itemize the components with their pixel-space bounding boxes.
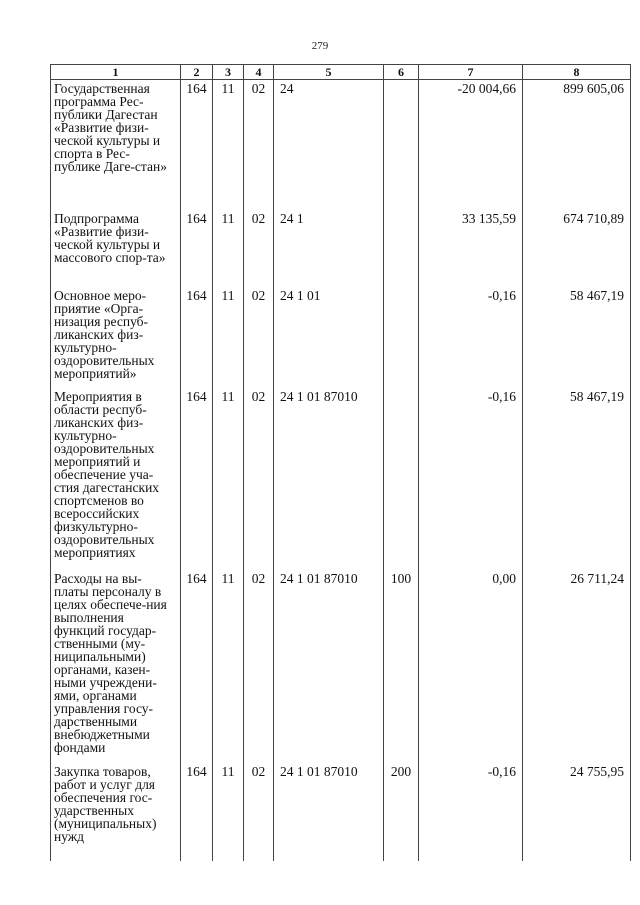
cell-section: 11 xyxy=(213,570,244,763)
cell-section: 11 xyxy=(213,210,244,287)
cell-target-article: 24 xyxy=(274,80,384,210)
cell-expense-type xyxy=(384,388,419,570)
cell-target-article: 24 1 01 87010 xyxy=(274,570,384,763)
cell-change-amount: 33 135,59 xyxy=(419,210,523,287)
cell-section: 11 xyxy=(213,388,244,570)
item-name: Основное меро-приятие «Орга-низация респуб-ликанских физ-культурно-оздоровительных мероприятий» xyxy=(51,287,181,388)
item-name: Закупка товаров, работ и услуг для обеспечения гос-ударственных (муниципальных) нужд xyxy=(51,763,181,861)
cell-expense-type: 100 xyxy=(384,570,419,763)
cell-total-amount: 674 710,89 xyxy=(523,210,631,287)
cell-section: 11 xyxy=(213,80,244,210)
cell-ministry: 164 xyxy=(181,570,213,763)
cell-total-amount: 899 605,06 xyxy=(523,80,631,210)
page-number: 279 xyxy=(311,40,329,52)
cell-expense-type xyxy=(384,80,419,210)
cell-total-amount: 24 755,95 xyxy=(523,763,631,861)
column-header: 6 xyxy=(384,65,419,80)
cell-expense-type: 200 xyxy=(384,763,419,861)
table-row xyxy=(51,763,631,861)
cell-section: 11 xyxy=(213,287,244,388)
column-header: 8 xyxy=(523,65,631,80)
cell-subsection: 02 xyxy=(244,80,274,210)
table-row xyxy=(51,388,631,570)
column-header: 7 xyxy=(419,65,523,80)
cell-total-amount: 58 467,19 xyxy=(523,287,631,388)
cell-change-amount: -0,16 xyxy=(419,388,523,570)
column-header: 4 xyxy=(244,65,274,80)
cell-expense-type xyxy=(384,287,419,388)
column-header: 1 xyxy=(51,65,181,80)
table-row xyxy=(51,287,631,388)
table-row xyxy=(51,210,631,287)
table-row xyxy=(51,570,631,763)
budget-table xyxy=(50,64,631,861)
cell-ministry: 164 xyxy=(181,210,213,287)
cell-subsection: 02 xyxy=(244,287,274,388)
cell-ministry: 164 xyxy=(181,388,213,570)
cell-change-amount: 0,00 xyxy=(419,570,523,763)
column-header: 2 xyxy=(181,65,213,80)
cell-ministry: 164 xyxy=(181,287,213,388)
cell-target-article: 24 1 xyxy=(274,210,384,287)
cell-total-amount: 58 467,19 xyxy=(523,388,631,570)
column-header: 3 xyxy=(213,65,244,80)
column-header: 5 xyxy=(274,65,384,80)
cell-subsection: 02 xyxy=(244,210,274,287)
item-name: Мероприятия в области респуб-ликанских физ-культурно-оздоровительных мероприятий и обеспечение уча-стия дагестанских спортсменов во всероссийских физкультурно-оздоровительных мероприятиях xyxy=(51,388,181,570)
cell-ministry: 164 xyxy=(181,763,213,861)
cell-target-article: 24 1 01 87010 xyxy=(274,388,384,570)
item-name: Государственная программа Рес-публики Дагестан «Развитие физи-ческой культуры и спорта в Рес-публике Даге-стан» xyxy=(51,80,181,210)
header-row xyxy=(51,65,631,80)
cell-expense-type xyxy=(384,210,419,287)
table-row xyxy=(51,80,631,210)
cell-target-article: 24 1 01 xyxy=(274,287,384,388)
cell-change-amount: -0,16 xyxy=(419,763,523,861)
cell-change-amount: -20 004,66 xyxy=(419,80,523,210)
item-name: Расходы на вы-платы персоналу в целях обеспече-ния выполнения функций государ-ственными (му-ниципальными) органами, казен-ными учреждени-ями, органами управления госу-дарственными внебюджетными фондами xyxy=(51,570,181,763)
item-name: Подпрограмма «Развитие физи-ческой культуры и массового спор-та» xyxy=(51,210,181,287)
cell-ministry: 164 xyxy=(181,80,213,210)
cell-subsection: 02 xyxy=(244,570,274,763)
cell-target-article: 24 1 01 87010 xyxy=(274,763,384,861)
cell-section: 11 xyxy=(213,763,244,861)
cell-subsection: 02 xyxy=(244,388,274,570)
cell-total-amount: 26 711,24 xyxy=(523,570,631,763)
cell-subsection: 02 xyxy=(244,763,274,861)
cell-change-amount: -0,16 xyxy=(419,287,523,388)
